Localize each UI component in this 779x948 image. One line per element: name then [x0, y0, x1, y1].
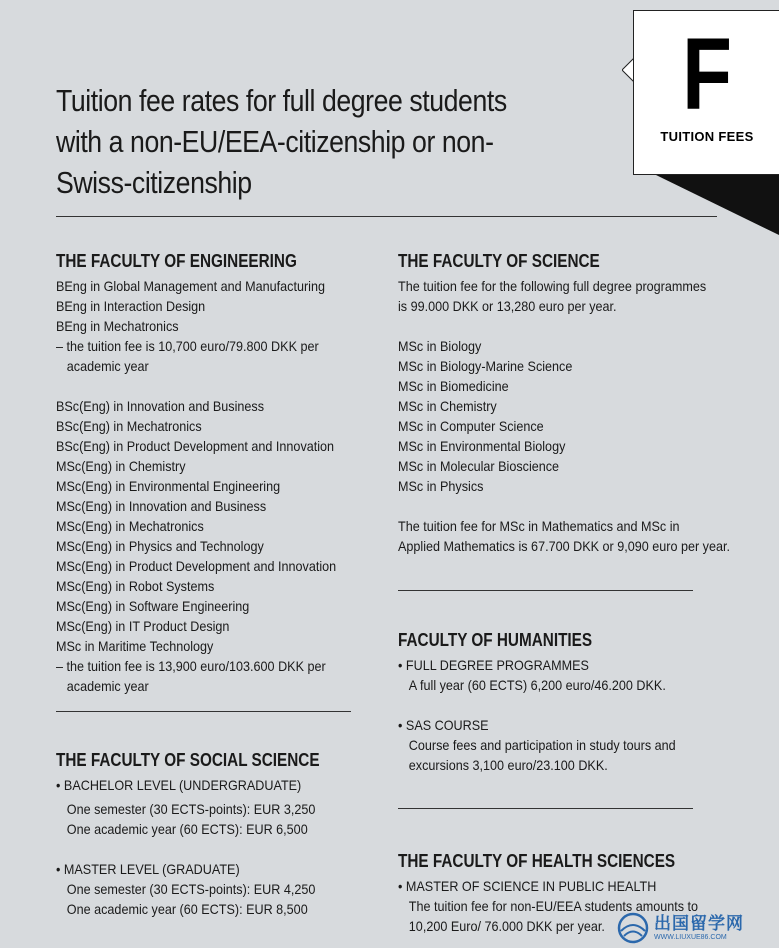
list-item: MSc(Eng) in Environmental Engineering	[56, 478, 281, 494]
badge-corner-shadow	[656, 175, 779, 235]
list-item: BEng in Interaction Design	[56, 298, 206, 314]
fee-note: academic year	[66, 358, 149, 374]
list-item: MSc in Biology	[398, 338, 482, 354]
fee-line: A full year (60 ECTS) 6,200 euro/46.200 DKK.	[408, 677, 666, 693]
health-sciences-heading: THE FACULTY OF HEALTH SCIENCES	[398, 851, 676, 871]
list-item: MSc in Biology-Marine Science	[398, 358, 573, 374]
list-item: MSc(Eng) in Robot Systems	[56, 578, 215, 594]
fee-line: excursions 3,100 euro/23.100 DKK.	[408, 757, 608, 773]
list-item: MSc in Computer Science	[398, 418, 544, 434]
globe-logo-icon	[616, 911, 650, 945]
site-watermark	[616, 908, 779, 948]
list-item: MSc in Physics	[398, 478, 484, 494]
math-fee-text: Applied Mathematics is 67.700 DKK or 9,090 euro per year.	[398, 538, 730, 554]
page-title	[56, 80, 589, 203]
list-item: BSc(Eng) in Innovation and Business	[56, 398, 265, 414]
list-item: MSc(Eng) in Product Development and Innovation	[56, 558, 337, 574]
level-label: • BACHELOR LEVEL (UNDERGRADUATE)	[56, 777, 302, 793]
title-line-2: with a non-EU/EEA-citizenship or non-	[56, 124, 494, 159]
list-item: MSc(Eng) in Physics and Technology	[56, 538, 264, 554]
list-item: MSc in Maritime Technology	[56, 638, 214, 654]
fee-note: academic year	[66, 678, 149, 694]
level-label: • MASTER OF SCIENCE IN PUBLIC HEALTH	[398, 878, 657, 894]
social-science-section	[56, 749, 356, 919]
divider-humanities	[398, 808, 693, 809]
humanities-section	[398, 629, 718, 775]
list-item: BEng in Global Management and Manufacturing	[56, 278, 325, 294]
list-item: MSc(Eng) in Chemistry	[56, 458, 186, 474]
math-fee-text: The tuition fee for MSc in Mathematics and MSc in	[398, 518, 680, 534]
list-item: BEng in Mechatronics	[56, 318, 179, 334]
science-section	[398, 250, 730, 556]
engineering-section	[56, 250, 356, 696]
humanities-heading: FACULTY OF HUMANITIES	[398, 630, 593, 650]
watermark-url: WWW.LIUXUE86.COM	[654, 934, 727, 941]
badge-letter: F	[682, 17, 732, 131]
list-item: BSc(Eng) in Product Development and Innovation	[56, 438, 335, 454]
fee-line: The tuition fee for non-EU/EEA students amounts to	[408, 898, 699, 914]
fee-line: 10,200 Euro/ 76.000 DKK per year.	[408, 918, 605, 934]
list-item: MSc(Eng) in Software Engineering	[56, 598, 250, 614]
badge-label: TUITION FEES	[660, 129, 754, 144]
level-label: • FULL DEGREE PROGRAMMES	[398, 657, 589, 673]
fee-line: One academic year (60 ECTS): EUR 6,500	[66, 821, 308, 837]
tuition-fees-badge	[633, 10, 779, 175]
divider-engineering	[56, 711, 351, 712]
title-line-3: Swiss-citizenship	[56, 165, 252, 200]
list-item: MSc in Environmental Biology	[398, 438, 566, 454]
fee-line: Course fees and participation in study tours and	[408, 737, 676, 753]
science-heading: THE FACULTY OF SCIENCE	[398, 251, 600, 271]
fee-note: – the tuition fee is 13,900 euro/103.600 DKK per	[56, 658, 326, 674]
level-label: • SAS COURSE	[398, 717, 489, 733]
title-divider	[56, 216, 717, 217]
engineering-heading: THE FACULTY OF ENGINEERING	[56, 251, 297, 271]
list-item: MSc in Chemistry	[398, 398, 497, 414]
fee-line: One semester (30 ECTS-points): EUR 4,250	[66, 881, 316, 897]
fee-note: – the tuition fee is 10,700 euro/79.800 DKK per	[56, 338, 319, 354]
list-item: MSc(Eng) in IT Product Design	[56, 618, 230, 634]
list-item: MSc in Molecular Bioscience	[398, 458, 560, 474]
fee-line: One academic year (60 ECTS): EUR 8,500	[66, 901, 308, 917]
intro-text: The tuition fee for the following full degree programmes	[398, 278, 707, 294]
list-item: BSc(Eng) in Mechatronics	[56, 418, 202, 434]
title-line-1: Tuition fee rates for full degree students	[56, 83, 507, 118]
list-item: MSc(Eng) in Mechatronics	[56, 518, 204, 534]
social-science-heading: THE FACULTY OF SOCIAL SCIENCE	[56, 750, 320, 770]
divider-science	[398, 590, 693, 591]
watermark-cn: 出国留学网	[654, 914, 744, 933]
list-item: MSc in Biomedicine	[398, 378, 509, 394]
level-label: • MASTER LEVEL (GRADUATE)	[56, 861, 240, 877]
list-item: MSc(Eng) in Innovation and Business	[56, 498, 267, 514]
intro-text: is 99.000 DKK or 13,280 euro per year.	[398, 298, 617, 314]
fee-line: One semester (30 ECTS-points): EUR 3,250	[66, 801, 316, 817]
